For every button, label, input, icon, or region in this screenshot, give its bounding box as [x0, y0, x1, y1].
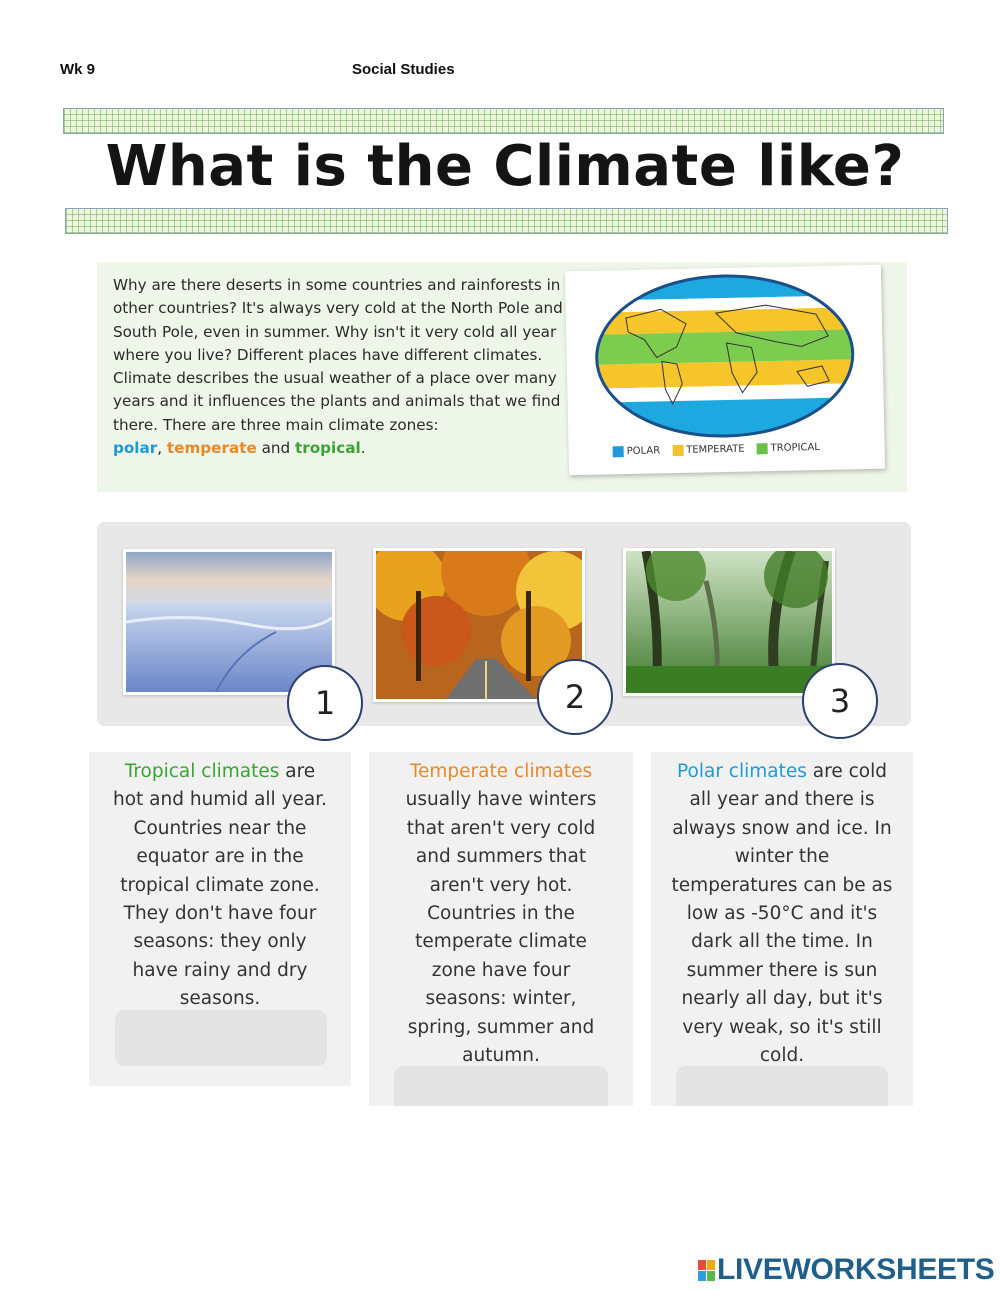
answer-box-2[interactable]	[394, 1066, 608, 1106]
tropical-description-text: Tropical climates are hot and humid all year. Countries near the equator are in the tropical climate zone. They don't have four seasons: they only have rainy and dry seasons.	[112, 761, 328, 1010]
intro-paragraph: Why are there deserts in some countries and rainforests in other countries? It's always very cold at the North Pole and South Pole, even in summer. Why isn't it very cold all year where you live? Different places have different climates. Climate describes the usual weather of a place over many years and it influences the plants and animals that we find there. There are three main climate zones:	[113, 276, 563, 434]
tropical-swatch-icon	[756, 443, 767, 454]
photo-strip	[97, 522, 911, 726]
liveworksheets-logo-icon	[698, 1260, 715, 1281]
legend-item-tropical: TROPICAL	[756, 442, 820, 454]
polar-heading: Polar climates	[677, 761, 807, 782]
liveworksheets-logo	[698, 1253, 995, 1287]
polar-description-card	[651, 752, 913, 1106]
zone-sep-2: and	[256, 439, 295, 458]
temperate-description-card	[369, 752, 633, 1106]
zone-sep-1: ,	[157, 439, 167, 458]
zone-end: .	[360, 439, 366, 458]
climate-map-card	[565, 265, 885, 476]
legend-item-polar: POLAR	[613, 445, 661, 457]
polar-description-text: Polar climates are cold all year and there is always snow and ice. In winter the temperatures can be as low as -50°C and it's dark all the time. In summer there is sun nearly all day, but it's very weak, so it's still cold.	[671, 761, 893, 1067]
subject-label: Social Studies	[352, 61, 455, 78]
climate-zones-map	[565, 265, 885, 447]
liveworksheets-logo-text: LIVEWORKSHEETS	[717, 1253, 995, 1286]
polar-swatch-icon	[613, 446, 624, 457]
zone-tropical: tropical	[295, 439, 361, 458]
number-circle-3: 3	[802, 663, 878, 739]
zone-polar: polar	[113, 439, 158, 458]
intro-text	[113, 274, 583, 460]
intro-panel	[97, 262, 907, 492]
number-circle-1: 1	[287, 665, 363, 741]
temperate-swatch-icon	[672, 445, 683, 456]
temperate-description-text: Temperate climates usually have winters that aren't very cold and summers that aren't very hot. Countries in the temperate climate zone have four seasons: winter, spring, summer and autumn.	[405, 761, 597, 1067]
answer-box-1[interactable]	[115, 1010, 327, 1066]
legend-item-temperate: TEMPERATE	[672, 444, 745, 457]
rainforest-photo	[623, 548, 835, 696]
bottom-grid-border	[65, 208, 948, 234]
temperate-heading: Temperate climates	[409, 761, 593, 782]
tropical-heading: Tropical climates	[124, 761, 280, 782]
page-title: What is the Climate like?	[105, 134, 905, 199]
tropical-description-card	[89, 752, 351, 1086]
week-label: Wk 9	[60, 61, 96, 78]
answer-box-3[interactable]	[676, 1066, 888, 1106]
zone-temperate: temperate	[166, 439, 257, 458]
number-circle-2: 2	[537, 659, 613, 735]
top-grid-border	[63, 108, 944, 134]
